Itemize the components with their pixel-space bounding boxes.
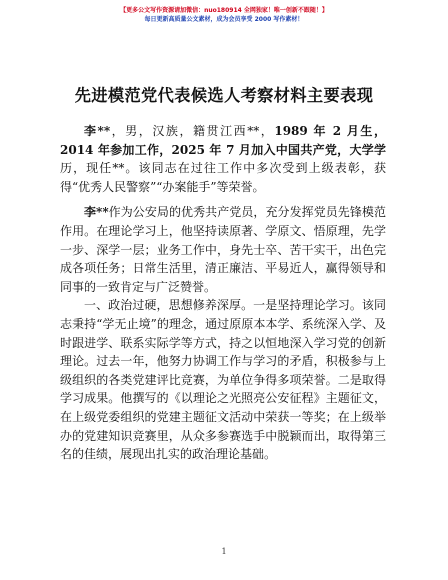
candidate-name: 李** [84,124,111,138]
promo-line-2: 每日更新高质量公文素材，成为会员享受 2000 写作素材！ [144,16,304,23]
document-body [60,122,386,464]
paragraph-summary [60,203,386,296]
header-banner [0,6,448,24]
document-title: 先进模范党代表候选人考察材料主要表现 [74,86,374,105]
profile-dates: 1989 年 2 月生，2014 年参加工作，2025 年 7 月加入中国共产党，大学学 [60,124,386,157]
profile-text-1: ，男，汉族，籍贯江西**， [110,124,275,138]
paragraph-politics: 一、政治过硬，思想修养深厚。一是坚持理论学习。该同志秉持“学无止境”的理念，通过原原本本学、系统深入学、及时跟进学、联系实际学等方式，持之以恒地深入学习党的创新理论。过去一年，他努力协调工作与学习的矛盾，积极参与上级组织的各类党建评比竞赛，为单位争得多项荣誉。二是取得学习成果。他撰写的《以理论之光照亮公安征程》主题征文，在上级党委组织的党建主题征文活动中荣获一等奖；在上级举办的党建知识竞赛里，从众多参赛选手中脱颖而出，取得第三名的佳绩，展现出扎实的政治理论基础。 [60,298,386,462]
summary-text: 作为公安局的优秀共产党员，充分发挥党员先锋模范作用。在理论学习上，他坚持读原著、学原文、悟原理，先学一步、深学一层；业务工作中，身先士卒、苦干实干，出色完成各项任务；日常生活里，清正廉洁、平易近人，赢得领导和同事的一致肯定与广泛赞誉。 [60,205,386,294]
promo-line-1: 【更多公文写作资源请加微信：nuo180914 全网独家！唯一创新不跟随！】 [120,7,328,14]
candidate-name-2: 李** [84,205,109,220]
paragraph-profile [60,122,386,196]
profile-text-2: 历，现任**。该同志在过往工作中多次受到上级表彰，获得“优秀人民警察”“办案能手”等荣誉。 [60,161,386,194]
page-number: 1 [221,547,227,556]
